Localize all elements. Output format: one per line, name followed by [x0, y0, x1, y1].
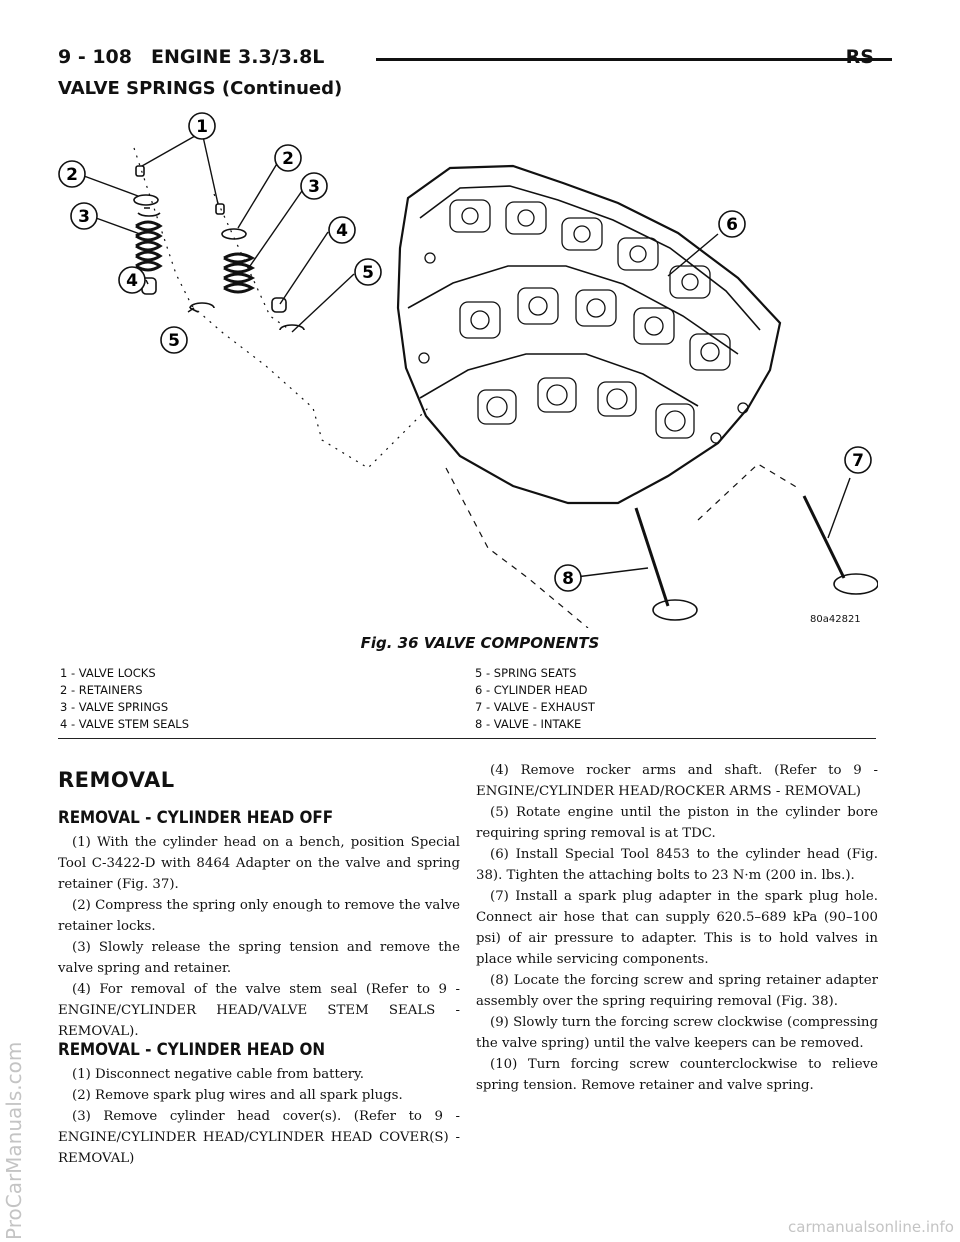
svg-text:3: 3 [78, 207, 90, 227]
legend-item: 7 - VALVE - EXHAUST [475, 700, 595, 714]
model-code: RS [845, 46, 874, 68]
callout-8 [555, 565, 581, 591]
watermark-procarmanuals: ProCarManuals.com [2, 1041, 26, 1240]
page-title: ENGINE 3.3/3.8L [151, 46, 325, 68]
page-header [58, 46, 878, 72]
head-on-steps-col2 [476, 760, 878, 1096]
callout-5-right [355, 259, 381, 285]
intake-valve-drawing [446, 468, 697, 628]
callout-4-left [119, 267, 145, 293]
svg-text:7: 7 [852, 451, 864, 471]
step-text: (6) Install Special Tool 8453 to the cylinder head (Fig. 38). Tighten the attaching bolts to 23 N·m (200 in. lbs.). [476, 847, 878, 883]
svg-text:2: 2 [66, 165, 78, 185]
page-number: 9 - 108 [58, 46, 132, 68]
head-on-steps-col1 [58, 1064, 460, 1169]
legend-item: 4 - VALVE STEM SEALS [60, 717, 190, 731]
head-on-heading: REMOVAL - CYLINDER HEAD ON [58, 1040, 326, 1059]
svg-text:1: 1 [196, 117, 208, 137]
figure-legend [60, 666, 876, 736]
step-text: (4) Remove rocker arms and shaft. (Refer to 9 - ENGINE/CYLINDER HEAD/ROCKER ARMS - REMOVAL) [476, 763, 878, 799]
callout-1 [189, 113, 215, 139]
svg-text:6: 6 [726, 215, 738, 235]
svg-text:4: 4 [336, 221, 348, 241]
watermark-carmanualsonline: carmanualsonline.info [788, 1218, 954, 1236]
step-text: (3) Slowly release the spring tension and remove the valve spring and retainer. [58, 940, 460, 976]
head-off-heading: REMOVAL - CYLINDER HEAD OFF [58, 808, 334, 827]
legend-item: 1 - VALVE LOCKS [60, 666, 156, 680]
step-text: (1) With the cylinder head on a bench, position Special Tool C-3422-D with 8464 Adapter on the valve and spring retainer (Fig. 37). [58, 835, 460, 892]
figure-callouts [59, 113, 871, 591]
right-valve-parts [214, 194, 304, 330]
callout-3-left [71, 203, 97, 229]
removal-heading: REMOVAL [58, 768, 175, 792]
step-text: (4) For removal of the valve stem seal (Refer to 9 - ENGINE/CYLINDER HEAD/VALVE STEM SEALS - REMOVAL). [58, 982, 460, 1039]
step-text: (2) Remove spark plug wires and all spark plugs. [72, 1088, 403, 1103]
head-off-steps [58, 832, 460, 1042]
svg-text:5: 5 [168, 331, 180, 351]
valve-components-figure [58, 108, 878, 628]
legend-divider [58, 738, 876, 739]
figure-image-code: 80a42821 [810, 614, 861, 625]
legend-item: 3 - VALVE SPRINGS [60, 700, 169, 714]
callout-2-left [59, 161, 85, 187]
legend-item: 5 - SPRING SEATS [475, 666, 577, 680]
svg-text:5: 5 [362, 263, 374, 283]
svg-text:2: 2 [282, 149, 294, 169]
callout-3-right [301, 173, 327, 199]
callout-6 [719, 211, 745, 237]
callout-4-right [329, 217, 355, 243]
figure-caption: Fig. 36 VALVE COMPONENTS [360, 634, 600, 652]
continued-heading: VALVE SPRINGS (Continued) [58, 78, 343, 99]
exhaust-valve-drawing [698, 464, 878, 594]
legend-item: 2 - RETAINERS [60, 683, 143, 697]
step-text: (5) Rotate engine until the piston in the cylinder bore requiring spring removal is at TDC. [476, 805, 878, 841]
svg-text:3: 3 [308, 177, 320, 197]
step-text: (1) Disconnect negative cable from battery. [72, 1067, 365, 1082]
step-text: (7) Install a spark plug adapter in the spark plug hole. Connect air hose that can supply 620.5–689 kPa (90–100 psi) of air pressure to adapter. This is to hold valves in place while servicing components. [476, 889, 878, 967]
callout-5-left [161, 327, 187, 353]
header-rule [376, 58, 892, 61]
callout-7 [845, 447, 871, 473]
legend-item: 8 - VALVE - INTAKE [475, 717, 582, 731]
valve-components-illustration [58, 108, 878, 628]
step-text: (2) Compress the spring only enough to remove the valve retainer locks. [58, 898, 460, 934]
callout-leaders [84, 132, 850, 578]
svg-text:8: 8 [562, 569, 574, 589]
legend-item: 6 - CYLINDER HEAD [475, 683, 588, 697]
callout-2-right [275, 145, 301, 171]
left-valve-parts [134, 148, 428, 468]
step-text: (8) Locate the forcing screw and spring retainer adapter assembly over the spring requiring removal (Fig. 38). [476, 973, 878, 1009]
svg-text:4: 4 [126, 271, 138, 291]
step-text: (9) Slowly turn the forcing screw clockwise (compressing the valve spring) until the valve keepers can be removed. [476, 1015, 878, 1051]
step-text: (10) Turn forcing screw counterclockwise to relieve spring tension. Remove retainer and valve spring. [476, 1057, 878, 1093]
step-text: (3) Remove cylinder head cover(s). (Refer to 9 - ENGINE/CYLINDER HEAD/CYLINDER HEAD COVER(S) - REMOVAL) [58, 1109, 460, 1166]
